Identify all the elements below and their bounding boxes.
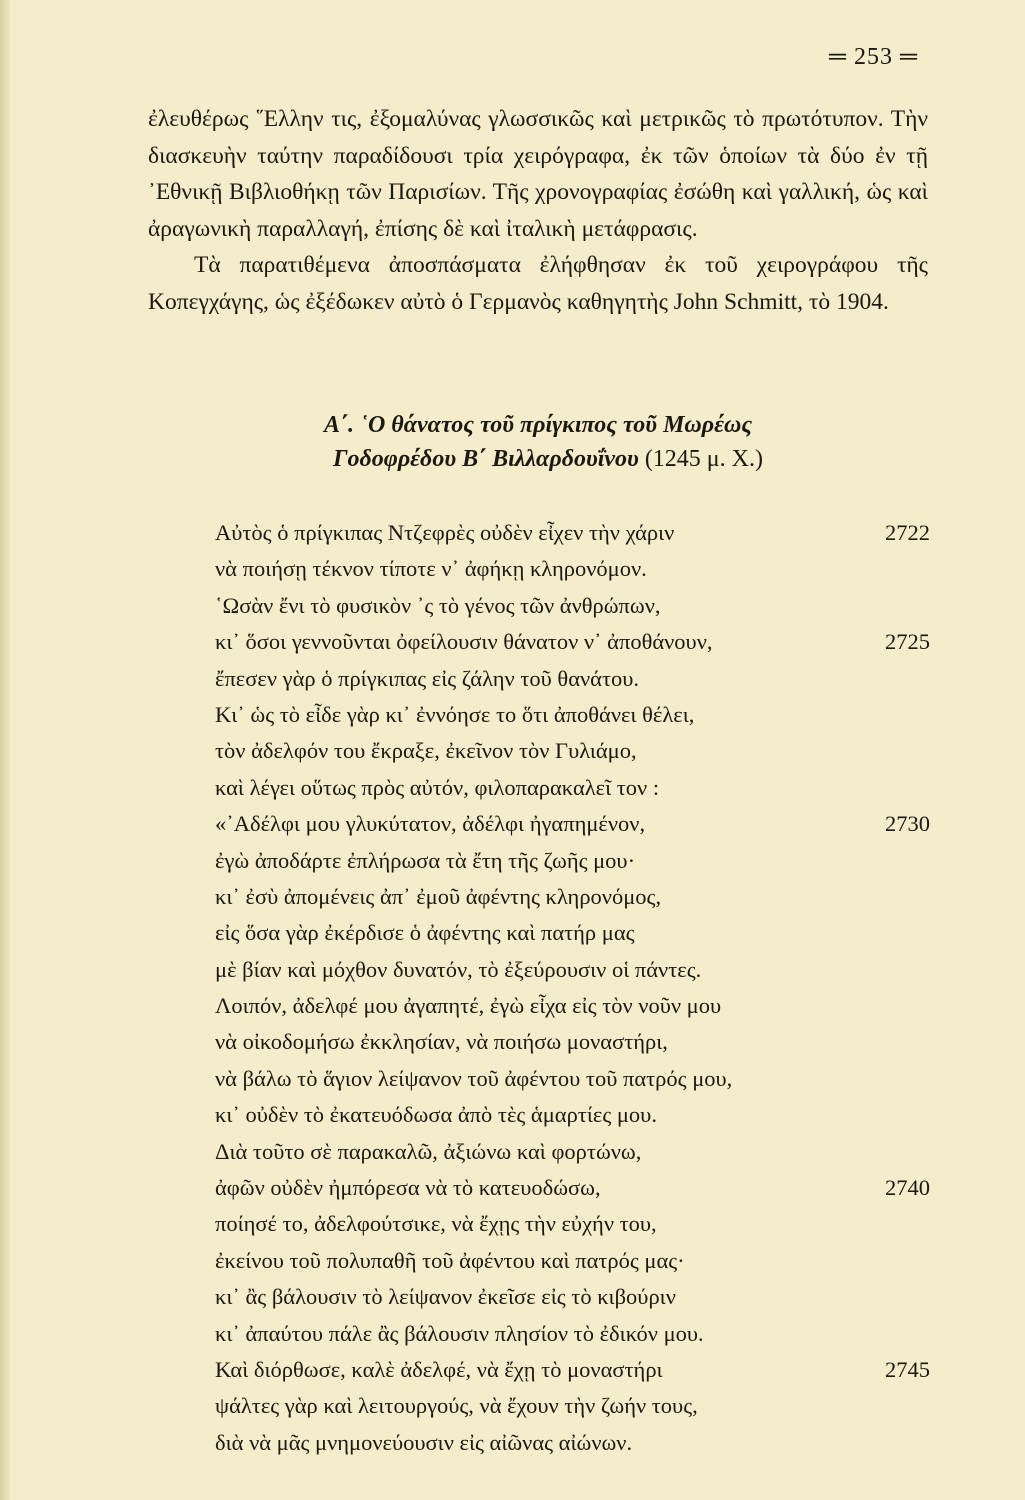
verse-line [215,1061,930,1097]
verse-line [215,1425,930,1461]
verse-line-number: 2740 [885,1175,930,1201]
verse-text: Διὰ τοῦτο σὲ παρακαλῶ, ἀξιώνω καὶ φορτώνω, [215,1138,642,1164]
page-number: ═ 253 ═ [828,44,918,70]
page-gutter [0,0,10,1500]
verse-line [215,915,930,951]
verse-line [215,806,930,842]
verse-text: τὸν ἀδελφόν του ἔκραξε, ἐκεῖνον τὸν Γυλιάμο, [215,738,637,764]
verse-text: νὰ οἰκοδομήσω ἐκκλησίαν, νὰ ποιήσω μοναστήρι, [215,1029,668,1055]
verse-line-number: 2725 [885,629,930,655]
intro-paragraph-1: ἐλευθέρως ῞Ελλην τις, ἐξομαλύνας γλωσσικῶς καὶ μετρικῶς τὸ πρωτότυπον. Τὴν διασκευὴν ταύτην παραδίδουσι τρία χειρόγραφα, ἐκ τῶν ὁποίων τὰ δύο ἐν τῇ ᾿Εθνικῇ Βιβλιοθήκῃ τῶν Παρισίων. Τῆς χρονογραφίας ἐσώθη καὶ γαλλική, ὡς καὶ ἀραγωνικὴ παραλλαγή, ἐπίσης δὲ καὶ ἰταλικὴ μετάφρασις. [148,106,928,242]
verse-text: κι᾿ ἐσὺ ἀπομένεις ἀπ᾿ ἐμοῦ ἀφέντης κληρονόμος, [215,883,662,909]
verse-line [215,988,930,1024]
verse-text: εἰς ὅσα γὰρ ἐκέρδισε ὁ ἀφέντης καὶ πατήρ μας [215,920,635,946]
verse-line-number: 2730 [885,811,930,837]
verse-line-number: 2745 [885,1356,930,1382]
verse-text: κι᾿ ὅσοι γεννοῦνται ὀφείλουσιν θάνατον ν᾿ ἀποθάνουν, [215,629,713,655]
verse-text: ἀφῶν οὐδὲν ἠμπόρεσα νὰ τὸ κατευοδώσω, [215,1175,601,1201]
verse-line-number: 2722 [885,520,930,545]
heading-line-2 [168,442,928,476]
verse-line [215,1134,930,1170]
verse-line [215,879,930,915]
verse-line [215,551,930,587]
verse-text: διὰ νὰ μᾶς μνημονεύουσιν εἰς αἰῶνας αἰώνων. [215,1429,633,1455]
verse-text: Κι᾿ ὡς τὸ εἶδε γὰρ κι᾿ ἐννόησε το ὅτι ἀποθάνει θέλει, [215,701,695,727]
verse-line [215,697,930,733]
verse-line [215,588,930,624]
verse-line [215,952,930,988]
verse-text: «᾿Αδέλφι μου γλυκύτατον, ἀδέλφι ἠγαπημένον, [215,811,646,837]
verse-text: ἔπεσεν γὰρ ὁ πρίγκιπας εἰς ζάλην τοῦ θανάτου. [215,665,639,691]
verse-line [215,733,930,769]
verse-text: Αὐτὸς ὁ πρίγκιπας Ντζεφρὲς οὐδὲν εἶχεν τὴν χάριν [215,520,675,545]
verse-line [215,843,930,879]
verse-line [215,1316,930,1352]
verse-line [215,1024,930,1060]
verse-line [215,624,930,660]
verse-text: κι᾿ ἀπαύτου πάλε ἂς βάλουσιν πλησίον τὸ ἐδικόν μου. [215,1320,704,1346]
verse-text: νὰ ποιήσῃ τέκνον τίποτε ν᾿ ἀφήκῃ κληρονόμον. [215,556,647,582]
verse-text: ἐκείνου τοῦ πολυπαθῆ τοῦ ἀφέντου καὶ πατρός μας· [215,1247,685,1273]
verse-line [215,1170,930,1206]
verse-text: μὲ βίαν καὶ μόχθον δυνατόν, τὸ ἐξεύρουσιν οἱ πάντες. [215,956,702,982]
verse-text: ποίησέ το, ἀδελφούτσικε, νὰ ἔχῃς τὴν εὐχήν του, [215,1211,657,1237]
verse-text: καὶ λέγει οὕτως πρὸς αὐτόν, φιλοπαρακαλεῖ τον : [215,774,660,800]
verse-line [215,1206,930,1242]
verse-text: ῾Ωσὰν ἔνι τὸ φυσικὸν ᾿ς τὸ γένος τῶν ἀνθρώπων, [215,592,661,618]
intro-paragraph-2: Τὰ παρατιθέμενα ἀποσπάσματα ἐλήφθησαν ἐκ τοῦ χειρογράφου τῆς Κοπεγχάγης, ὡς ἐξέδωκεν αὐτὸ ὁ Γερμανὸς καθηγητὴς John Schmitt, τὸ 1904. [148,252,928,315]
heading-date: (1245 μ. Χ.) [644,446,763,472]
verse-line [215,1279,930,1315]
section-heading [148,408,928,476]
verse-line [215,1243,930,1279]
verse-text: νὰ βάλω τὸ ἅγιον λείψανον τοῦ ἀφέντου τοῦ πατρός μου, [215,1065,733,1091]
verse-text: κι᾿ οὐδὲν τὸ ἐκατευόδωσα ἀπὸ τὲς ἁμαρτίες μου. [215,1102,657,1128]
poem-verses [215,515,930,1461]
verse-text: ψάλτες γὰρ καὶ λειτουργούς, νὰ ἔχουν τὴν ζωήν τους, [215,1393,698,1419]
verse-line [215,1388,930,1424]
verse-text: Καὶ διόρθωσε, καλὲ ἀδελφέ, νὰ ἔχῃ τὸ μοναστήρι [215,1356,663,1382]
verse-line [215,515,930,551]
verse-line [215,661,930,697]
intro-text [148,101,928,320]
verse-text: Λοιπόν, ἀδελφέ μου ἀγαπητέ, ἐγὼ εἶχα εἰς τὸν νοῦν μου [215,993,722,1019]
verse-text: ἐγὼ ἀποδάρτε ἐπλήρωσα τὰ ἔτη τῆς ζωῆς μου· [215,847,636,873]
heading-line-1: Α΄. ῾Ο θάνατος τοῦ πρίγκιπος τοῦ Μωρέως [323,412,753,438]
verse-line [215,1352,930,1388]
verse-line [215,770,930,806]
verse-line [215,1097,930,1133]
verse-text: κι᾿ ἂς βάλουσιν τὸ λείψανον ἐκεῖσε εἰς τὸ κιβούριν [215,1284,676,1310]
heading-title: Γοδοφρέδου Β΄ Βιλλαρδουΐνου [332,446,639,472]
